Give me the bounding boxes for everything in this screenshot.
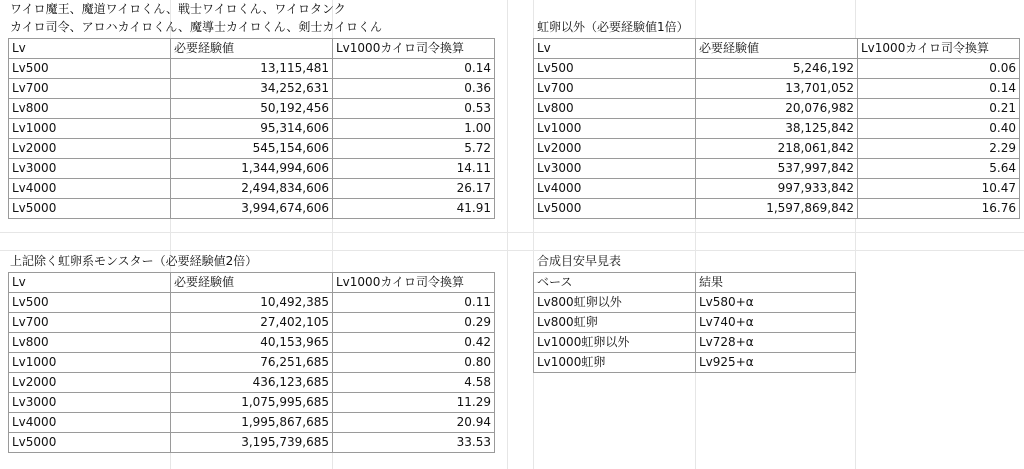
cell-exp[interactable]: 1,075,995,685 xyxy=(171,393,333,413)
heading-rainbow-egg-monsters: 上記除く虹卵系モンスター（必要経験値2倍） xyxy=(10,254,258,268)
header-lv[interactable]: Lv xyxy=(9,273,171,293)
cell-exp[interactable]: 537,997,842 xyxy=(696,159,858,179)
cell-result[interactable]: Lv740+α xyxy=(696,313,856,333)
cell-exp[interactable]: 38,125,842 xyxy=(696,119,858,139)
cell-lv[interactable]: Lv5000 xyxy=(9,433,171,453)
cell-ratio[interactable]: 2.29 xyxy=(858,139,1020,159)
grid-line xyxy=(0,250,1024,251)
cell-exp[interactable]: 13,701,052 xyxy=(696,79,858,99)
cell-exp[interactable]: 95,314,606 xyxy=(171,119,333,139)
cell-ratio[interactable]: 16.76 xyxy=(858,199,1020,219)
cell-exp[interactable]: 436,123,685 xyxy=(171,373,333,393)
cell-lv[interactable]: Lv500 xyxy=(534,59,696,79)
header-lv[interactable]: Lv xyxy=(9,39,171,59)
cell-lv[interactable]: Lv800 xyxy=(534,99,696,119)
cell-lv[interactable]: Lv4000 xyxy=(9,413,171,433)
cell-ratio[interactable]: 0.36 xyxy=(333,79,495,99)
table-header-row xyxy=(9,273,495,293)
cell-ratio[interactable]: 0.14 xyxy=(858,79,1020,99)
cell-ratio[interactable]: 11.29 xyxy=(333,393,495,413)
cell-exp[interactable]: 1,344,994,606 xyxy=(171,159,333,179)
cell-lv[interactable]: Lv5000 xyxy=(9,199,171,219)
table-row xyxy=(534,159,1020,179)
cell-lv[interactable]: Lv3000 xyxy=(534,159,696,179)
table-row xyxy=(534,333,856,353)
cell-ratio[interactable]: 41.91 xyxy=(333,199,495,219)
cell-lv[interactable]: Lv700 xyxy=(9,313,171,333)
table-row xyxy=(534,199,1020,219)
cell-exp[interactable]: 545,154,606 xyxy=(171,139,333,159)
table-row xyxy=(9,393,495,413)
table-row xyxy=(534,139,1020,159)
cell-exp[interactable]: 3,195,739,685 xyxy=(171,433,333,453)
cell-exp[interactable]: 218,061,842 xyxy=(696,139,858,159)
table-row xyxy=(534,99,1020,119)
cell-exp[interactable]: 5,246,192 xyxy=(696,59,858,79)
cell-lv[interactable]: Lv800 xyxy=(9,333,171,353)
cell-base[interactable]: Lv1000虹卵 xyxy=(534,353,696,373)
cell-ratio[interactable]: 0.11 xyxy=(333,293,495,313)
table-row xyxy=(9,433,495,453)
table-row xyxy=(534,353,856,373)
cell-ratio[interactable]: 33.53 xyxy=(333,433,495,453)
cell-lv[interactable]: Lv3000 xyxy=(9,393,171,413)
header-conversion[interactable]: Lv1000カイロ司令換算 xyxy=(333,39,495,59)
grid-line xyxy=(0,232,1024,233)
cell-lv[interactable]: Lv1000 xyxy=(9,353,171,373)
table-row xyxy=(9,59,495,79)
cell-ratio[interactable]: 0.40 xyxy=(858,119,1020,139)
cell-ratio[interactable]: 26.17 xyxy=(333,179,495,199)
exp-table-wairo-kairo xyxy=(8,38,495,219)
cell-lv[interactable]: Lv2000 xyxy=(534,139,696,159)
cell-exp[interactable]: 20,076,982 xyxy=(696,99,858,119)
cell-lv[interactable]: Lv5000 xyxy=(534,199,696,219)
cell-exp[interactable]: 2,494,834,606 xyxy=(171,179,333,199)
cell-ratio[interactable]: 5.72 xyxy=(333,139,495,159)
cell-lv[interactable]: Lv3000 xyxy=(9,159,171,179)
cell-ratio[interactable]: 0.14 xyxy=(333,59,495,79)
header-conversion[interactable]: Lv1000カイロ司令換算 xyxy=(858,39,1020,59)
cell-lv[interactable]: Lv500 xyxy=(9,59,171,79)
table-row xyxy=(9,413,495,433)
cell-lv[interactable]: Lv700 xyxy=(9,79,171,99)
header-required-exp[interactable]: 必要経験値 xyxy=(696,39,858,59)
cell-exp[interactable]: 13,115,481 xyxy=(171,59,333,79)
cell-ratio[interactable]: 4.58 xyxy=(333,373,495,393)
cell-ratio[interactable]: 0.06 xyxy=(858,59,1020,79)
table-row xyxy=(9,179,495,199)
heading-rainbow-egg-exclude: 虹卵以外（必要経験値1倍） xyxy=(537,20,689,34)
cell-ratio[interactable]: 5.64 xyxy=(858,159,1020,179)
cell-lv[interactable]: Lv2000 xyxy=(9,373,171,393)
cell-exp[interactable]: 76,251,685 xyxy=(171,353,333,373)
header-base[interactable]: ベース xyxy=(534,273,696,293)
table-row xyxy=(534,59,1020,79)
table-row xyxy=(9,313,495,333)
cell-lv[interactable]: Lv1000 xyxy=(9,119,171,139)
table-row xyxy=(534,293,856,313)
table-row xyxy=(9,99,495,119)
table-row xyxy=(9,119,495,139)
heading-synthesis-guide: 合成目安早見表 xyxy=(537,254,622,268)
cell-exp[interactable]: 1,597,869,842 xyxy=(696,199,858,219)
cell-result[interactable]: Lv925+α xyxy=(696,353,856,373)
cell-ratio[interactable]: 0.21 xyxy=(858,99,1020,119)
cell-exp[interactable]: 50,192,456 xyxy=(171,99,333,119)
cell-lv[interactable]: Lv4000 xyxy=(534,179,696,199)
cell-result[interactable]: Lv728+α xyxy=(696,333,856,353)
cell-ratio[interactable]: 10.47 xyxy=(858,179,1020,199)
table-header-row xyxy=(534,273,856,293)
cell-ratio[interactable]: 0.42 xyxy=(333,333,495,353)
cell-exp[interactable]: 34,252,631 xyxy=(171,79,333,99)
table-row xyxy=(9,373,495,393)
synthesis-guide-table xyxy=(533,272,856,373)
cell-exp[interactable]: 3,994,674,606 xyxy=(171,199,333,219)
exp-table-rainbow-egg-monsters xyxy=(8,272,495,453)
cell-exp[interactable]: 27,402,105 xyxy=(171,313,333,333)
table-row xyxy=(9,199,495,219)
cell-base[interactable]: Lv800虹卵 xyxy=(534,313,696,333)
grid-line xyxy=(507,0,508,469)
header-conversion[interactable]: Lv1000カイロ司令換算 xyxy=(333,273,495,293)
cell-ratio[interactable]: 0.53 xyxy=(333,99,495,119)
table-row xyxy=(9,293,495,313)
table-row xyxy=(534,79,1020,99)
cell-lv[interactable]: Lv1000 xyxy=(534,119,696,139)
table-header-row xyxy=(534,39,1020,59)
cell-exp[interactable]: 10,492,385 xyxy=(171,293,333,313)
table-row xyxy=(9,139,495,159)
cell-ratio[interactable]: 20.94 xyxy=(333,413,495,433)
header-required-exp[interactable]: 必要経験値 xyxy=(171,273,333,293)
cell-exp[interactable]: 1,995,867,685 xyxy=(171,413,333,433)
cell-exp[interactable]: 997,933,842 xyxy=(696,179,858,199)
table-row xyxy=(9,353,495,373)
cell-base[interactable]: Lv1000虹卵以外 xyxy=(534,333,696,353)
cell-exp[interactable]: 40,153,965 xyxy=(171,333,333,353)
cell-ratio[interactable]: 1.00 xyxy=(333,119,495,139)
header-lv[interactable]: Lv xyxy=(534,39,696,59)
table-row xyxy=(534,313,856,333)
cell-ratio[interactable]: 14.11 xyxy=(333,159,495,179)
table-row xyxy=(9,333,495,353)
cell-ratio[interactable]: 0.29 xyxy=(333,313,495,333)
cell-base[interactable]: Lv800虹卵以外 xyxy=(534,293,696,313)
exp-table-non-rainbow-egg xyxy=(533,38,1020,219)
heading-line-1: ワイロ魔王、魔道ワイロくん、戦士ワイロくん、ワイロタンク xyxy=(10,2,346,16)
cell-lv[interactable]: Lv800 xyxy=(9,99,171,119)
table-row xyxy=(534,119,1020,139)
header-required-exp[interactable]: 必要経験値 xyxy=(171,39,333,59)
cell-ratio[interactable]: 0.80 xyxy=(333,353,495,373)
table-row xyxy=(9,159,495,179)
cell-lv[interactable]: Lv700 xyxy=(534,79,696,99)
heading-line-2: カイロ司令、アロハカイロくん、魔導士カイロくん、剣士カイロくん xyxy=(10,20,383,34)
cell-lv[interactable]: Lv500 xyxy=(9,293,171,313)
table-header-row xyxy=(9,39,495,59)
cell-lv[interactable]: Lv2000 xyxy=(9,139,171,159)
cell-lv[interactable]: Lv4000 xyxy=(9,179,171,199)
table-row xyxy=(9,79,495,99)
header-result[interactable]: 結果 xyxy=(696,273,856,293)
cell-result[interactable]: Lv580+α xyxy=(696,293,856,313)
table-row xyxy=(534,179,1020,199)
